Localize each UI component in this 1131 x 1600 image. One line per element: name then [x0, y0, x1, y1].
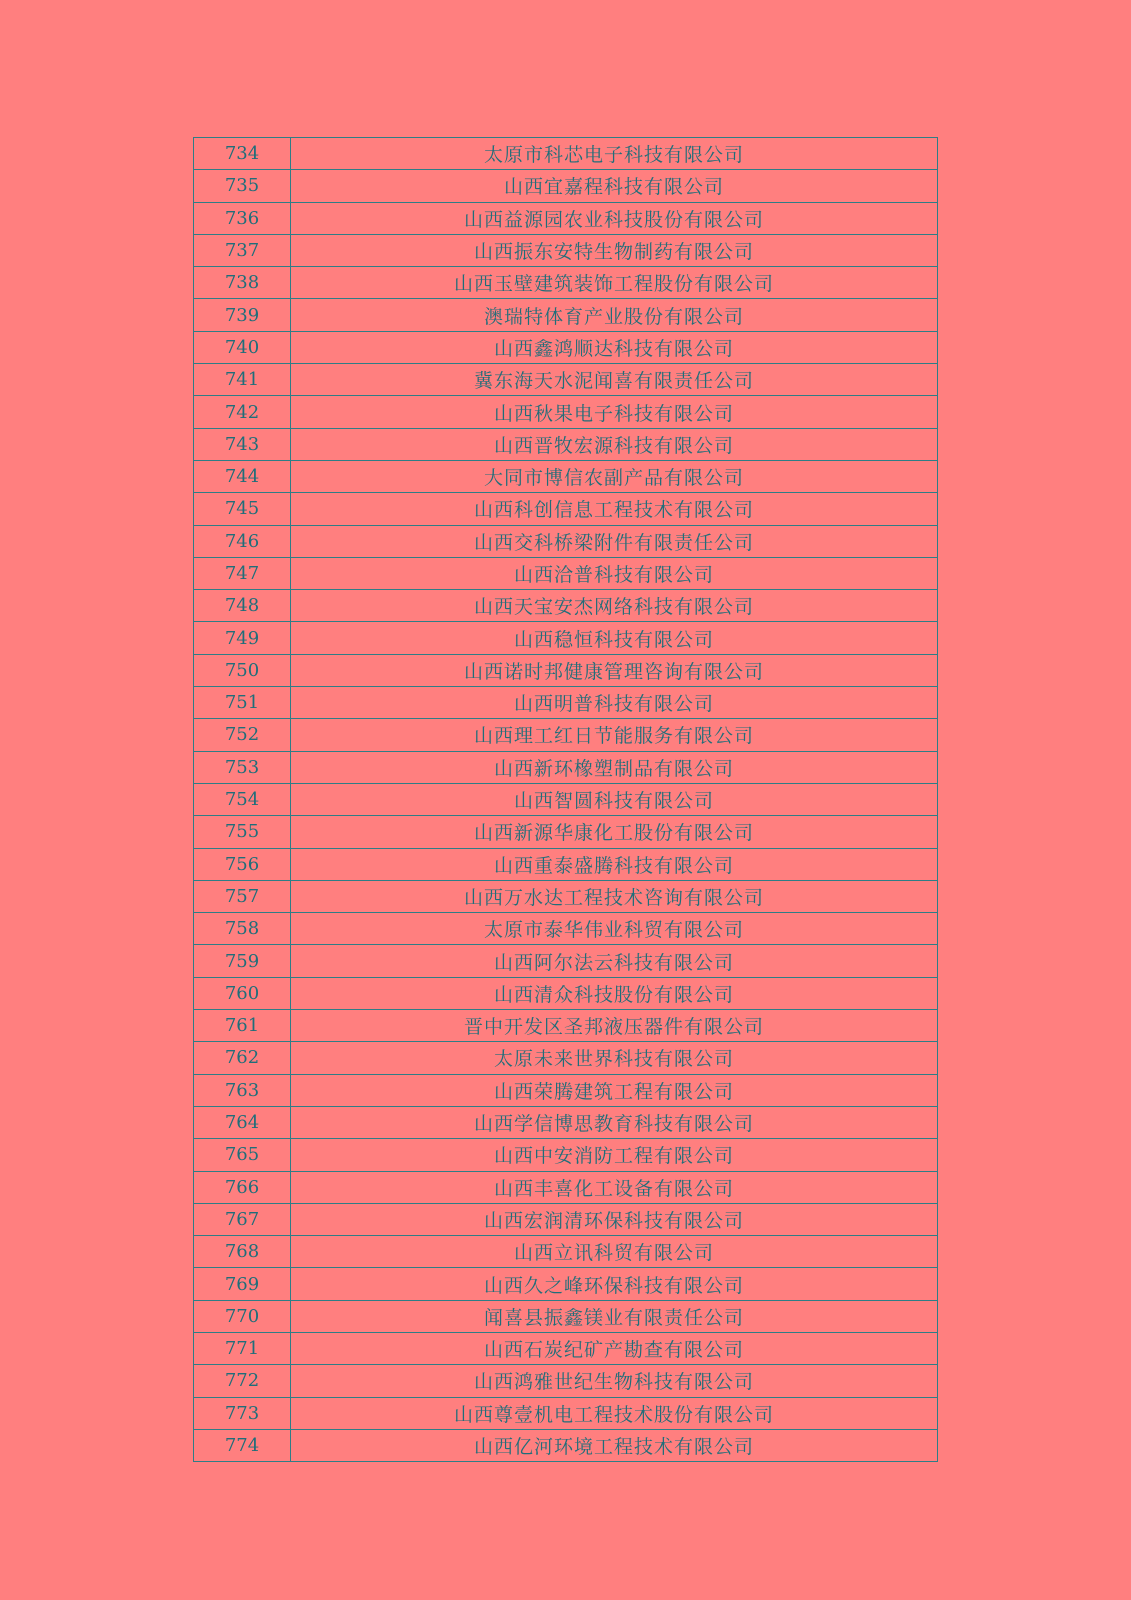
- row-number-cell: 741: [194, 364, 291, 396]
- table-row: [194, 687, 938, 719]
- company-name-cell: 山西晋牧宏源科技有限公司: [291, 428, 938, 460]
- company-name-cell: 山西振东安特生物制药有限公司: [291, 234, 938, 266]
- row-number-cell: 747: [194, 557, 291, 589]
- row-number-cell: 748: [194, 590, 291, 622]
- table-row: [194, 1171, 938, 1203]
- table-row: [194, 202, 938, 234]
- table-row: [194, 783, 938, 815]
- company-name-cell: 山西阿尔法云科技有限公司: [291, 945, 938, 977]
- table-row: [194, 977, 938, 1009]
- row-number-cell: 762: [194, 1042, 291, 1074]
- table-row: [194, 557, 938, 589]
- company-name-cell: 山西宏润清环保科技有限公司: [291, 1203, 938, 1235]
- table-row: [194, 1010, 938, 1042]
- company-name-cell: 太原市泰华伟业科贸有限公司: [291, 913, 938, 945]
- company-name-cell: 山西明普科技有限公司: [291, 687, 938, 719]
- company-name-cell: 山西洽普科技有限公司: [291, 557, 938, 589]
- company-name-cell: 大同市博信农副产品有限公司: [291, 460, 938, 492]
- company-name-cell: 山西尊壹机电工程技术股份有限公司: [291, 1397, 938, 1429]
- row-number-cell: 765: [194, 1139, 291, 1171]
- company-name-cell: 太原市科芯电子科技有限公司: [291, 138, 938, 170]
- company-name-cell: 澳瑞特体育产业股份有限公司: [291, 299, 938, 331]
- company-name-cell: 山西玉壁建筑装饰工程股份有限公司: [291, 267, 938, 299]
- table-row: [194, 396, 938, 428]
- company-list-table-container: [193, 137, 938, 1462]
- row-number-cell: 740: [194, 331, 291, 363]
- company-name-cell: 山西学信博思教育科技有限公司: [291, 1106, 938, 1138]
- table-row: [194, 460, 938, 492]
- row-number-cell: 737: [194, 234, 291, 266]
- row-number-cell: 766: [194, 1171, 291, 1203]
- row-number-cell: 753: [194, 751, 291, 783]
- table-row: [194, 654, 938, 686]
- company-name-cell: 山西万水达工程技术咨询有限公司: [291, 880, 938, 912]
- table-row: [194, 525, 938, 557]
- row-number-cell: 769: [194, 1268, 291, 1300]
- company-name-cell: 山西天宝安杰网络科技有限公司: [291, 590, 938, 622]
- table-row: [194, 267, 938, 299]
- company-name-cell: 山西新环橡塑制品有限公司: [291, 751, 938, 783]
- row-number-cell: 767: [194, 1203, 291, 1235]
- company-name-cell: 山西秋果电子科技有限公司: [291, 396, 938, 428]
- company-name-cell: 山西宜嘉程科技有限公司: [291, 170, 938, 202]
- table-row: [194, 1332, 938, 1364]
- table-row: [194, 880, 938, 912]
- row-number-cell: 752: [194, 719, 291, 751]
- table-row: [194, 364, 938, 396]
- company-name-cell: 山西交科桥梁附件有限责任公司: [291, 525, 938, 557]
- row-number-cell: 745: [194, 493, 291, 525]
- table-row: [194, 848, 938, 880]
- company-name-cell: 山西久之峰环保科技有限公司: [291, 1268, 938, 1300]
- table-row: [194, 1236, 938, 1268]
- table-row: [194, 816, 938, 848]
- table-row: [194, 719, 938, 751]
- company-name-cell: 山西稳恒科技有限公司: [291, 622, 938, 654]
- row-number-cell: 751: [194, 687, 291, 719]
- company-name-cell: 山西新源华康化工股份有限公司: [291, 816, 938, 848]
- table-row: [194, 751, 938, 783]
- company-name-cell: 山西石炭纪矿产勘查有限公司: [291, 1332, 938, 1364]
- row-number-cell: 738: [194, 267, 291, 299]
- company-name-cell: 山西中安消防工程有限公司: [291, 1139, 938, 1171]
- row-number-cell: 739: [194, 299, 291, 331]
- company-name-cell: 山西立讯科贸有限公司: [291, 1236, 938, 1268]
- row-number-cell: 764: [194, 1106, 291, 1138]
- row-number-cell: 742: [194, 396, 291, 428]
- company-name-cell: 山西丰喜化工设备有限公司: [291, 1171, 938, 1203]
- row-number-cell: 749: [194, 622, 291, 654]
- company-name-cell: 山西诺时邦健康管理咨询有限公司: [291, 654, 938, 686]
- table-row: [194, 590, 938, 622]
- table-row: [194, 234, 938, 266]
- table-body: [194, 138, 938, 1462]
- table-row: [194, 428, 938, 460]
- table-row: [194, 170, 938, 202]
- row-number-cell: 744: [194, 460, 291, 492]
- table-row: [194, 1074, 938, 1106]
- table-row: [194, 1429, 938, 1461]
- row-number-cell: 774: [194, 1429, 291, 1461]
- row-number-cell: 768: [194, 1236, 291, 1268]
- row-number-cell: 755: [194, 816, 291, 848]
- company-name-cell: 山西理工红日节能服务有限公司: [291, 719, 938, 751]
- company-name-cell: 山西鑫鸿顺达科技有限公司: [291, 331, 938, 363]
- company-name-cell: 山西科创信息工程技术有限公司: [291, 493, 938, 525]
- company-name-cell: 太原未来世界科技有限公司: [291, 1042, 938, 1074]
- table-row: [194, 1397, 938, 1429]
- company-name-cell: 冀东海天水泥闻喜有限责任公司: [291, 364, 938, 396]
- company-name-cell: 山西荣腾建筑工程有限公司: [291, 1074, 938, 1106]
- table-row: [194, 913, 938, 945]
- company-name-cell: 山西重泰盛腾科技有限公司: [291, 848, 938, 880]
- row-number-cell: 771: [194, 1332, 291, 1364]
- table-row: [194, 945, 938, 977]
- table-row: [194, 1300, 938, 1332]
- row-number-cell: 736: [194, 202, 291, 234]
- company-list-table: [193, 137, 938, 1462]
- row-number-cell: 734: [194, 138, 291, 170]
- row-number-cell: 760: [194, 977, 291, 1009]
- row-number-cell: 757: [194, 880, 291, 912]
- row-number-cell: 761: [194, 1010, 291, 1042]
- table-row: [194, 1042, 938, 1074]
- company-name-cell: 闻喜县振鑫镁业有限责任公司: [291, 1300, 938, 1332]
- table-row: [194, 1268, 938, 1300]
- table-row: [194, 1139, 938, 1171]
- row-number-cell: 754: [194, 783, 291, 815]
- table-row: [194, 493, 938, 525]
- row-number-cell: 735: [194, 170, 291, 202]
- table-row: [194, 299, 938, 331]
- company-name-cell: 山西益源园农业科技股份有限公司: [291, 202, 938, 234]
- table-row: [194, 1203, 938, 1235]
- company-name-cell: 山西鸿雅世纪生物科技有限公司: [291, 1365, 938, 1397]
- table-row: [194, 622, 938, 654]
- row-number-cell: 763: [194, 1074, 291, 1106]
- table-row: [194, 1365, 938, 1397]
- table-row: [194, 331, 938, 363]
- company-name-cell: 山西清众科技股份有限公司: [291, 977, 938, 1009]
- row-number-cell: 743: [194, 428, 291, 460]
- company-name-cell: 山西智圆科技有限公司: [291, 783, 938, 815]
- row-number-cell: 773: [194, 1397, 291, 1429]
- row-number-cell: 758: [194, 913, 291, 945]
- table-row: [194, 1106, 938, 1138]
- company-name-cell: 山西亿河环境工程技术有限公司: [291, 1429, 938, 1461]
- row-number-cell: 759: [194, 945, 291, 977]
- row-number-cell: 746: [194, 525, 291, 557]
- table-row: [194, 138, 938, 170]
- row-number-cell: 772: [194, 1365, 291, 1397]
- row-number-cell: 770: [194, 1300, 291, 1332]
- company-name-cell: 晋中开发区圣邦液压器件有限公司: [291, 1010, 938, 1042]
- row-number-cell: 756: [194, 848, 291, 880]
- row-number-cell: 750: [194, 654, 291, 686]
